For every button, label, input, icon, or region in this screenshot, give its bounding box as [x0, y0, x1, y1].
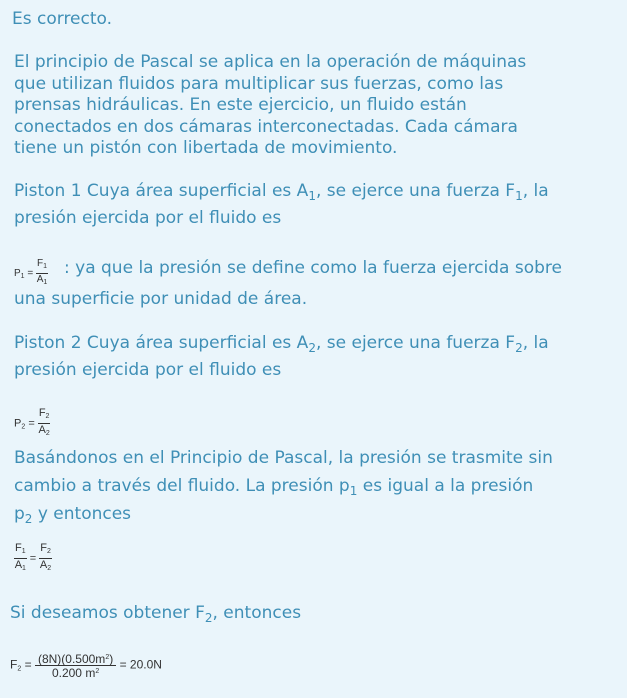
pascal-equality-formula: $\frac{F1}{A1}$ = $\frac{F2}{A2}$	[14, 542, 52, 575]
pressure-formula-1: $P_1$ = $\frac{F_1}{A_1}$	[14, 258, 48, 289]
fraction: $\frac{F_1}{A_1}$	[36, 258, 48, 286]
explanation-line: conectados en dos cámaras interconectadas. Cada cámara	[14, 116, 518, 137]
explanation-line: tiene un pistón con libertada de movimiento.	[14, 138, 398, 158]
force-result-formula: F2 = $\frac{(8N)(0.500m^2)}{0.200 m^2}$ = 20.0N	[10, 652, 162, 680]
explanation-line: El principio de Pascal se aplica en la operación de máquinas	[14, 52, 527, 72]
pressure-definition-text-cont: una superficie por unidad de área.	[14, 289, 308, 309]
fraction: $\frac{(8N)(0.500m^2)}{0.200 m^2}$	[35, 652, 116, 679]
feedback-status: Es correcto.	[12, 9, 113, 29]
pascal-paragraph: Basándonos en el Principio de Pascal, la presión se trasmite sin cambio a través del fluido. La presión $p_1$ es igual a la presión $p_2$ y entonces	[14, 448, 553, 526]
pressure-formula-2: P2 = $\frac{F2}{A2}$	[14, 407, 50, 440]
fraction: $\frac{F2}{A2}$	[39, 542, 52, 572]
explanation-line: que utilizan fluidos para multiplicar sus fuerzas, como las	[14, 73, 504, 94]
explanation-paragraph	[14, 52, 526, 160]
piston2-paragraph: Piston 2 Cuya área superficial es $A_2$, se ejerce una fuerza $F_2$, la presión ejercida por el fluido es	[14, 333, 549, 380]
fraction: $\frac{F2}{A2}$	[38, 407, 50, 437]
pressure-definition-text: : ya que la presión se define como la fuerza ejercida sobre	[64, 258, 562, 278]
explanation-line: prensas hidráulicas. En este ejercicio, un fluido están	[14, 95, 467, 115]
piston1-paragraph: Piston 1 Cuya área superficial es $A_1$, se ejerce una fuerza $F_1$, la presión ejercida por el fluido es	[14, 181, 549, 228]
fraction: $\frac{F1}{A1}$	[14, 542, 26, 572]
obtain-f2-text: Si deseamos obtener $F_2$, entonces	[10, 603, 302, 625]
